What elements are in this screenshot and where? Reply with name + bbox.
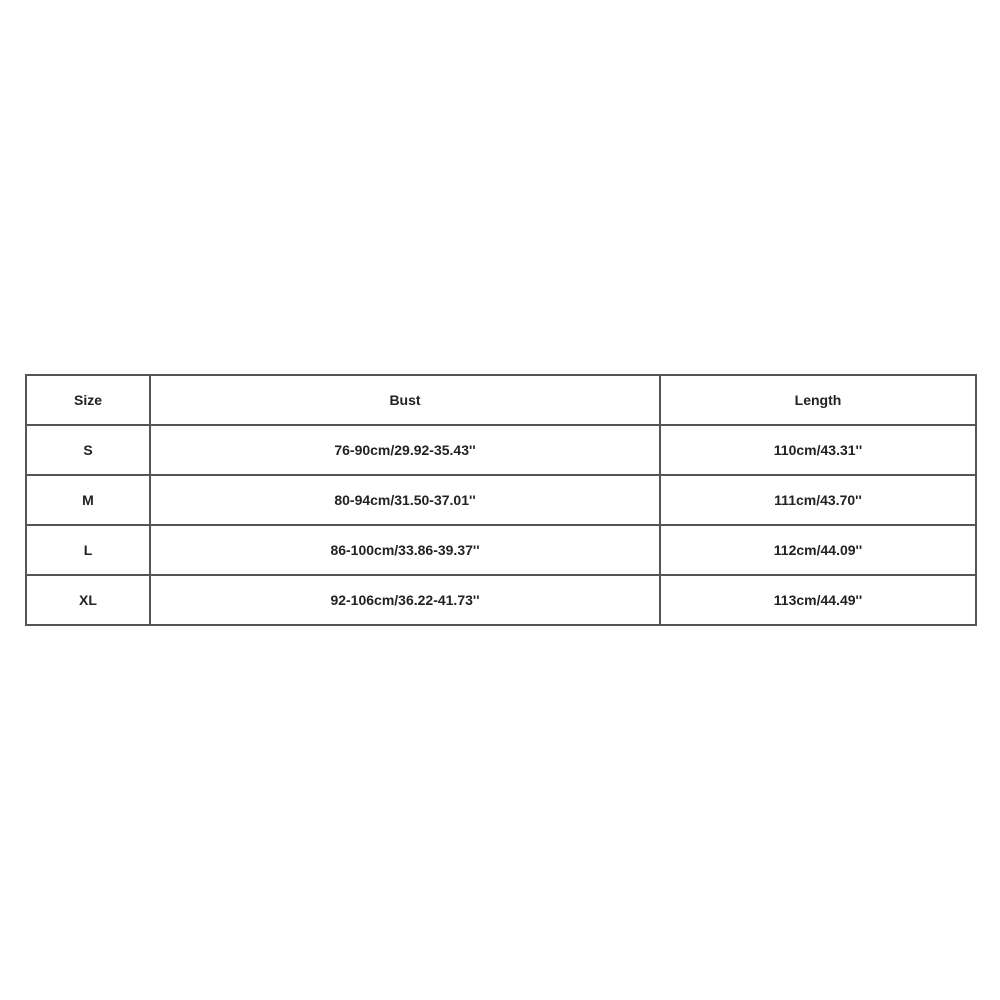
size-cell: M (26, 475, 150, 525)
bust-cell: 80-94cm/31.50-37.01'' (150, 475, 660, 525)
table-row (26, 475, 976, 525)
header-length: Length (660, 375, 976, 425)
length-cell: 111cm/43.70'' (660, 475, 976, 525)
size-chart-table (25, 374, 977, 626)
bust-cell: 86-100cm/33.86-39.37'' (150, 525, 660, 575)
table-row (26, 425, 976, 475)
bust-cell: 76-90cm/29.92-35.43'' (150, 425, 660, 475)
bust-cell: 92-106cm/36.22-41.73'' (150, 575, 660, 625)
table-row (26, 575, 976, 625)
size-cell: L (26, 525, 150, 575)
length-cell: 112cm/44.09'' (660, 525, 976, 575)
size-cell: S (26, 425, 150, 475)
table-row (26, 525, 976, 575)
size-cell: XL (26, 575, 150, 625)
length-cell: 113cm/44.49'' (660, 575, 976, 625)
header-bust: Bust (150, 375, 660, 425)
header-size: Size (26, 375, 150, 425)
table-header-row (26, 375, 976, 425)
length-cell: 110cm/43.31'' (660, 425, 976, 475)
